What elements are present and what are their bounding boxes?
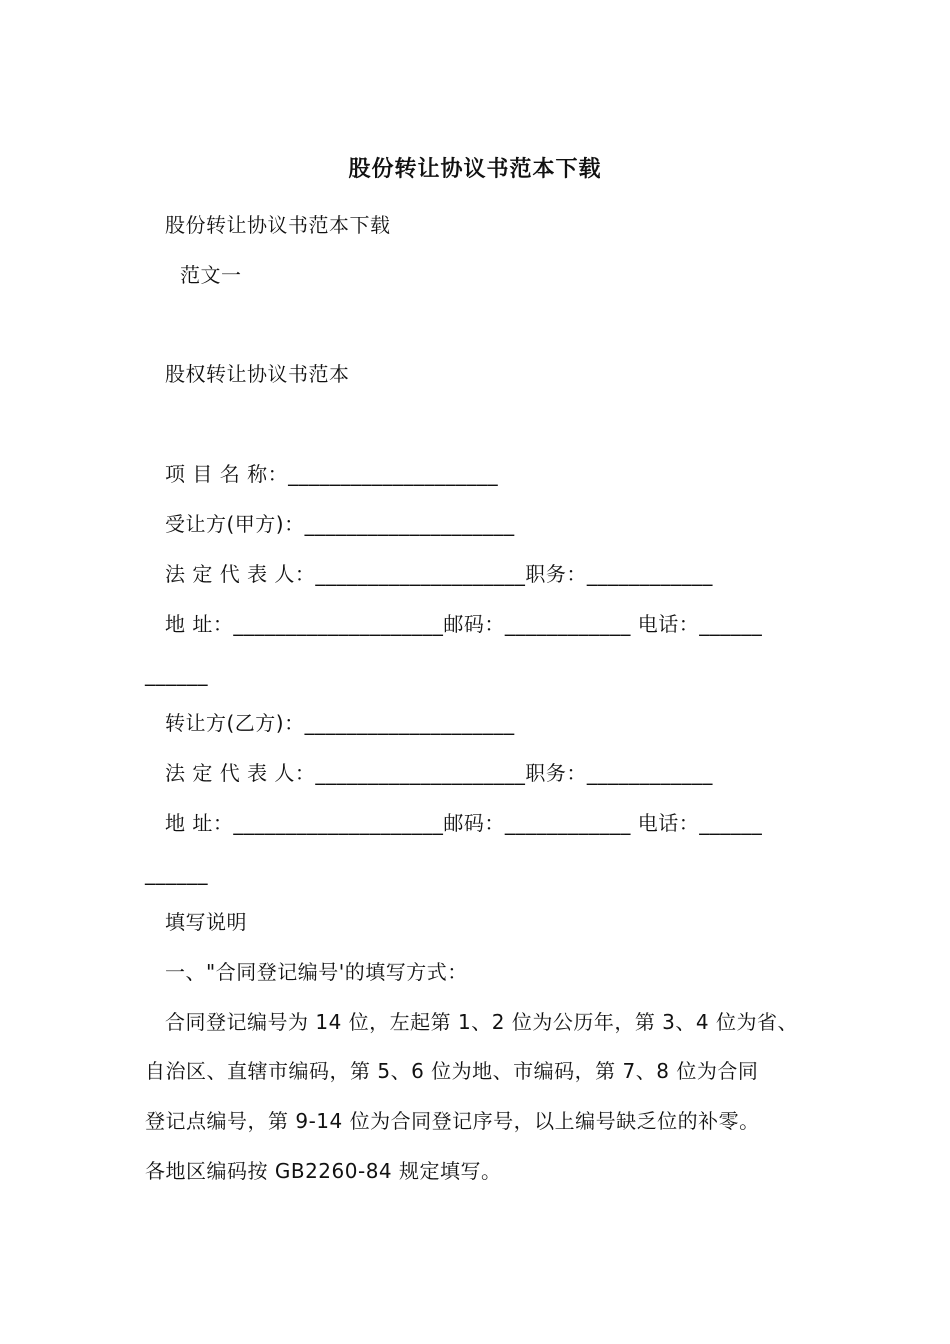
project-name-field: 项 目 名 称：____________________ — [165, 462, 499, 486]
instructions-paragraph-line: 登记点编号，第 9-14 位为合同登记序号，以上编号缺乏位的补零。 — [145, 1109, 760, 1133]
instructions-paragraph-line: 合同登记编号为 14 位，左起第 1、2 位为公历年，第 3、4 位为省、 — [165, 1010, 798, 1034]
instructions-heading: 填写说明 — [165, 910, 247, 934]
party-a-representative-field: 法 定 代 表 人：____________________职务：____________ — [165, 562, 713, 586]
sample-label: 范文一 — [180, 263, 242, 287]
party-b-address-continuation: ______ — [145, 861, 208, 885]
instructions-paragraph-line: 自治区、直辖市编码，第 5、6 位为地、市编码，第 7、8 位为合同 — [145, 1059, 759, 1083]
document-subtitle: 股份转让协议书范本下载 — [165, 213, 391, 237]
party-b-address-field: 地 址：____________________邮码：____________ 电话：______ — [165, 811, 763, 835]
party-b-representative-field: 法 定 代 表 人：____________________职务：____________ — [165, 761, 713, 785]
instructions-paragraph-line: 各地区编码按 GB2260-84 规定填写。 — [145, 1159, 502, 1183]
document-title: 股份转让协议书范本下载 — [348, 157, 602, 182]
section-title: 股权转让协议书范本 — [165, 362, 350, 386]
instructions-item-heading: 一、"合同登记编号'的填写方式： — [165, 960, 468, 984]
party-b-field: 转让方(乙方)：____________________ — [165, 711, 515, 735]
party-a-address-continuation: ______ — [145, 662, 208, 686]
party-a-field: 受让方(甲方)：____________________ — [165, 512, 515, 536]
party-a-address-field: 地 址：____________________邮码：____________ 电话：______ — [165, 612, 763, 636]
